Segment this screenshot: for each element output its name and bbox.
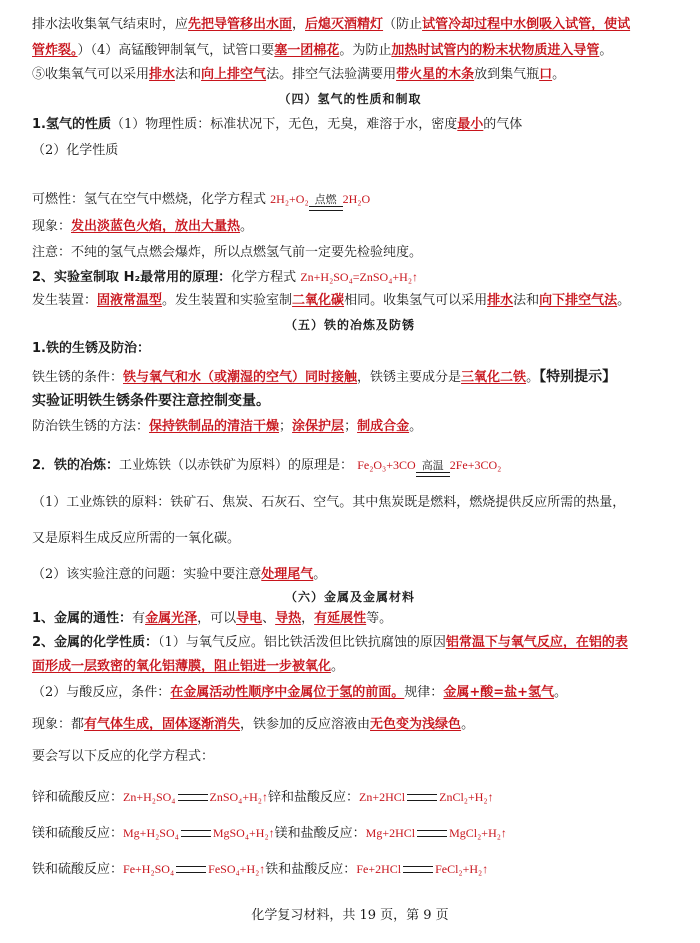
text: ⑤收集氧气可以采用 — [32, 67, 150, 82]
text: 。 — [313, 567, 327, 582]
equation-left: Mg+H₂SO₄ — [123, 826, 179, 840]
text: 实验证明铁生锈条件要注意控制变量。 — [32, 393, 270, 409]
answer-blank: 在金属活动性顺序中金属位于氢的前面。 — [170, 685, 405, 700]
lab-preparation-line — [32, 266, 676, 288]
oxygen-collection-line-1 — [32, 14, 676, 36]
text: （2）与酸反应，条件： — [32, 685, 171, 700]
equation-left: Fe+2HCl — [356, 862, 402, 876]
text: 。 — [552, 67, 566, 82]
text: 可燃性：氢气在空气中燃烧，化学方程式 — [32, 192, 267, 207]
section-title-iron: （五）铁的冶炼及防锈 — [284, 318, 415, 332]
text: 。 — [554, 685, 568, 700]
oxygen-collection-line-2 — [32, 40, 676, 62]
text: 法和 — [175, 67, 202, 82]
oxygen-collection-line-3 — [32, 64, 676, 86]
text: 现象：都 — [32, 717, 85, 732]
answer-blank: 口 — [539, 67, 553, 82]
text: 锌和硫酸反应： — [32, 790, 124, 805]
reaction-row — [32, 786, 676, 808]
raw-material-line-1 — [32, 492, 676, 514]
text: ； — [344, 419, 358, 434]
text: （2）化学性质 — [32, 143, 119, 158]
equation-right: FeCl₂+H₂↑ — [435, 862, 489, 876]
text: 。 — [409, 419, 423, 434]
text: （2）该实验注意的问题：实验中要注意 — [32, 567, 262, 582]
answer-blank: 保持铁制品的清洁干燥 — [149, 419, 280, 434]
phenomenon-line-2 — [32, 714, 676, 736]
answer-blank: 面形成一层致密的氧化铝薄膜，阻止铝进一步被氧化 — [32, 659, 332, 674]
answer-blank: 有气体生成，固体逐渐消失 — [84, 717, 241, 732]
text: （1）与氧气反应。铝比铁活泼但比铁抗腐蚀的原因 — [158, 635, 446, 650]
answer-blank: 处理尾气 — [261, 567, 314, 582]
rust-conditions-line — [32, 366, 676, 388]
section-title-hydrogen: （四）氢气的性质和制取 — [278, 92, 422, 106]
text: 防治铁生锈的方法： — [32, 419, 150, 434]
equals-bar — [417, 830, 447, 837]
text: 锌和盐酸反应： — [267, 790, 359, 805]
equation-left: 2H₂+O₂ — [270, 192, 309, 206]
text: 要会写以下反应的化学方程式： — [32, 749, 215, 764]
answer-blank: 带火星的木条 — [396, 67, 475, 82]
answer-blank: 导电 — [236, 611, 263, 626]
answer-blank: 涂保护层 — [292, 419, 345, 434]
text: 。为防止 — [339, 43, 392, 58]
text: 铁生锈的条件： — [32, 370, 124, 385]
text: 注意：不纯的氢气点燃会爆炸，所以点燃氢气前一定要先检验纯度。 — [32, 245, 423, 260]
answer-blank: 向上排空气 — [201, 67, 267, 82]
equals-bar — [416, 472, 450, 477]
answer-blank: 向下排空气法 — [539, 293, 618, 308]
text: 工业炼铁（以赤铁矿为原料）的原理是： — [119, 458, 354, 473]
acid-reaction-line — [32, 682, 676, 704]
condition-label: 高温 — [421, 459, 444, 472]
text: 。 — [526, 370, 540, 385]
rust-prevention-line — [32, 416, 676, 438]
text: 化学方程式 — [231, 270, 297, 285]
text: 镁和盐酸反应： — [274, 826, 366, 841]
heading: 2、实验室制取 H₂最常用的原理： — [32, 270, 232, 285]
text: 。 — [599, 43, 613, 58]
text: 铁和硫酸反应： — [32, 862, 124, 877]
heading: 1.铁的生锈及防治： — [32, 341, 150, 356]
text: 相同。收集氢气可以采用 — [344, 293, 488, 308]
text: 。发生装置和实验室制 — [162, 293, 293, 308]
equation-left: Mg+2HCl — [365, 826, 416, 840]
answer-blank: 制成合金 — [357, 419, 410, 434]
answer-blank: 铝常温下与氧气反应，在铝的表 — [445, 635, 628, 650]
text: 发生装置： — [32, 293, 98, 308]
smelting-line — [32, 454, 676, 480]
text: 的气体 — [483, 117, 523, 132]
metal-chemistry-line-2 — [32, 656, 676, 678]
equation-right: ZnCl₂+H₂↑ — [439, 790, 494, 804]
instruction-line — [32, 746, 676, 768]
text: 又是原料生成反应所需的一氧化碳。 — [32, 531, 241, 546]
answer-blank: 先把导管移出水面 — [188, 17, 293, 32]
text: 。 — [240, 219, 254, 234]
answer-blank: 二氧化碳 — [292, 293, 345, 308]
phenomenon-line — [32, 216, 676, 238]
text: ，可以 — [197, 611, 237, 626]
answer-blank: 铁与氧气和水（或潮湿的空气）同时接触 — [123, 370, 358, 385]
equation: Zn+H₂SO₄=ZnSO₄+H₂↑ — [300, 270, 419, 284]
text: （1）物理性质：标准状况下，无色，无臭，难溶于水，密度 — [111, 117, 458, 132]
metal-chemistry-line-1 — [32, 632, 676, 654]
answer-blank: 有延展性 — [314, 611, 367, 626]
text: 法和 — [513, 293, 540, 308]
heading: 氢气的性质 — [45, 117, 111, 132]
section-title-metals: （六）金属及金属材料 — [284, 590, 415, 604]
chemical-properties-line — [32, 140, 676, 162]
answer-blank: 发出淡蓝色火焰，放出大量热 — [71, 219, 241, 234]
heading: 2．铁的冶炼： — [32, 458, 120, 473]
text: ，铁锈主要成分是 — [357, 370, 462, 385]
equation-right: MgCl₂+H₂↑ — [449, 826, 507, 840]
metal-general-line — [32, 608, 676, 630]
answer-blank: 最小 — [457, 117, 484, 132]
text: 有 — [132, 611, 146, 626]
condition-label: 点燃 — [314, 193, 337, 206]
text: 。 — [461, 717, 475, 732]
heading: 1、金属的通性： — [32, 611, 133, 626]
reaction-row — [32, 822, 676, 844]
answer-blank: 无色变为浅绿色 — [370, 717, 462, 732]
equation-right: 2H₂O — [342, 192, 371, 206]
answer-blank: 金属+酸=盐+氢气 — [443, 685, 554, 700]
text: ， — [301, 611, 315, 626]
answer-blank: 排水 — [149, 67, 176, 82]
text: 放到集气瓶 — [474, 67, 540, 82]
reaction-condition — [416, 460, 450, 477]
special-tip-label: 【特别提示】 — [539, 369, 617, 385]
rust-note-line — [32, 390, 676, 412]
heading-number: 1. — [32, 117, 46, 132]
equals-bar — [403, 866, 433, 873]
equals-bar — [407, 794, 437, 801]
answer-blank: 后熄灭酒精灯 — [305, 17, 384, 32]
rust-heading-line — [32, 338, 676, 360]
text: 铁和盐酸反应： — [265, 862, 357, 877]
text: ， — [292, 17, 306, 32]
text: 等。 — [366, 611, 393, 626]
equals-bar — [181, 830, 211, 837]
text: 、 — [262, 611, 276, 626]
text: 排水法收集氧气结束时，应 — [32, 17, 189, 32]
answer-blank: 加热时试管内的粉末状物质进入导管 — [391, 43, 600, 58]
equation-right: FeSO₄+H₂↑ — [208, 862, 266, 876]
equals-bar — [309, 206, 343, 211]
combustion-line — [32, 188, 676, 214]
reaction-row — [32, 858, 676, 880]
equation-right: 2Fe+3CO₂ — [449, 458, 502, 472]
answer-blank: 排水 — [487, 293, 514, 308]
answer-blank: 固液常温型 — [97, 293, 163, 308]
page-footer: 化学复习材料，共 19 页，第 9 页 — [251, 908, 449, 923]
reaction-condition — [309, 194, 343, 211]
answer-blank: 试管冷却过程中水倒吸入试管，使试 — [422, 17, 631, 32]
equation-left: Zn+2HCl — [359, 790, 406, 804]
attention-line — [32, 564, 676, 586]
answer-blank: 导热 — [275, 611, 302, 626]
note-line — [32, 242, 676, 264]
generator-line — [32, 290, 676, 312]
answer-blank: 塞一团棉花 — [274, 43, 340, 58]
equation-left: Fe+H₂SO₄ — [123, 862, 175, 876]
answer-blank: 金属光泽 — [145, 611, 198, 626]
text: 。 — [617, 293, 631, 308]
text: ）（4）高锰酸钾制氧气，试管口要 — [77, 43, 275, 58]
equation-right: MgSO₄+H₂↑ — [212, 826, 275, 840]
hydrogen-properties-line — [32, 114, 676, 136]
equals-bar — [178, 794, 208, 801]
equation-left: Fe₂O₃+3CO — [357, 458, 416, 472]
text: ； — [279, 419, 293, 434]
text: 规律： — [404, 685, 444, 700]
text: 法。排空气法验满要用 — [266, 67, 397, 82]
text: ，铁参加的反应溶液由 — [240, 717, 371, 732]
equation-left: Zn+H₂SO₄ — [123, 790, 176, 804]
answer-blank: 管炸裂。 — [32, 43, 78, 58]
equation-right: ZnSO₄+H₂↑ — [209, 790, 268, 804]
text: 现象： — [32, 219, 72, 234]
text: 镁和硫酸反应： — [32, 826, 124, 841]
raw-material-line-2 — [32, 528, 676, 550]
text: （防止 — [383, 17, 423, 32]
answer-blank: 三氧化二铁 — [461, 370, 527, 385]
text: 。 — [331, 659, 345, 674]
text: （1）工业炼铁的原料：铁矿石、焦炭、石灰石、空气。其中焦炭既是燃料，燃烧提供反应所需的热量， — [32, 495, 626, 510]
equals-bar — [176, 866, 206, 873]
heading: 2、金属的化学性质： — [32, 635, 159, 650]
